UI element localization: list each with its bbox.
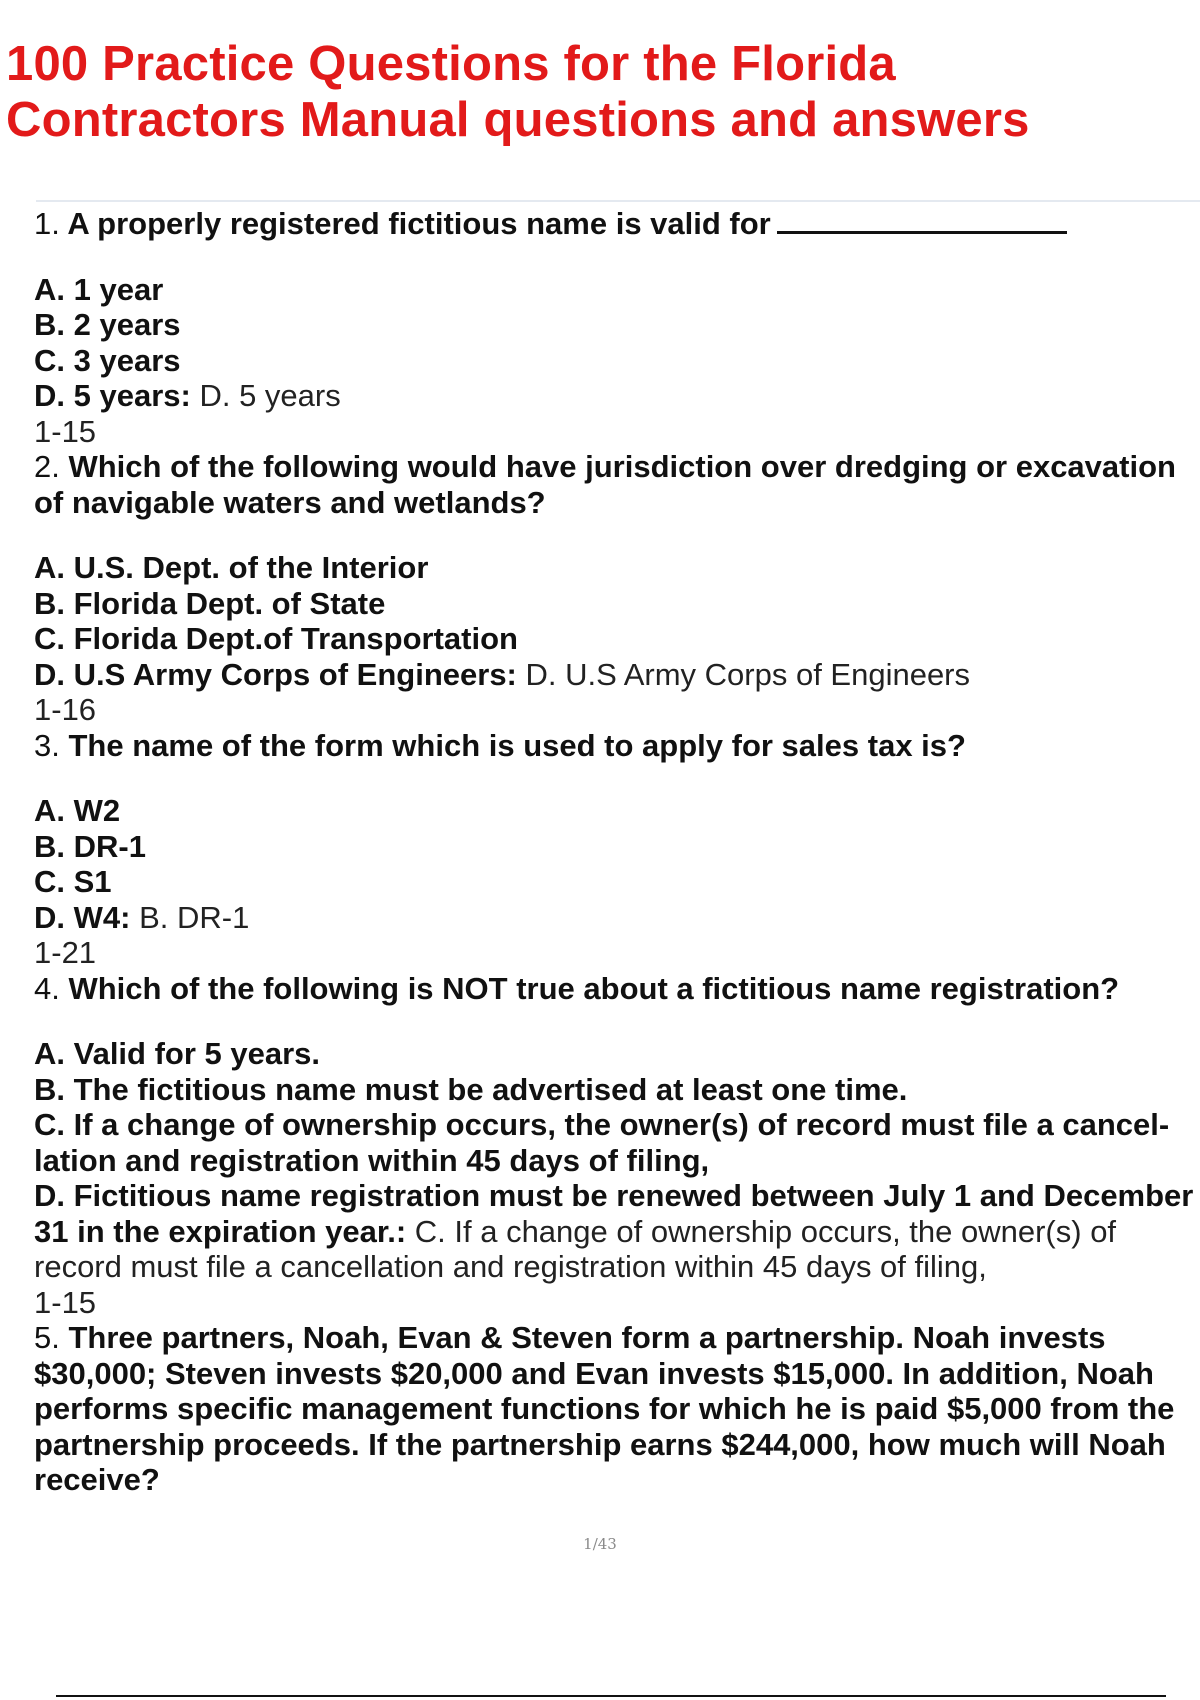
- question-2: [34, 449, 1194, 520]
- page-title: 100 Practice Questions for the Florida Contractors Manual questions and answers: [6, 37, 1030, 147]
- answer-text: B. DR-1: [139, 899, 250, 935]
- option-d: D. 5 years:: [34, 378, 191, 413]
- reference-code: 1-15: [34, 1284, 97, 1320]
- footer-divider: [56, 1695, 1166, 1697]
- answer-text: D. 5 years: [199, 378, 341, 413]
- question-5: [34, 1320, 1194, 1498]
- question-number: 1.: [34, 206, 60, 241]
- option-d-with-answer: [34, 657, 1194, 693]
- question-list: [34, 205, 1194, 1498]
- question-number: 2.: [34, 449, 60, 484]
- option-c: C. Florida Dept.of Transportation: [34, 621, 518, 656]
- question-text: A properly registered fictitious name is valid for: [67, 206, 771, 241]
- option-a: A. U.S. Dept. of the Interior: [34, 550, 429, 585]
- option-b: B. 2 years: [34, 307, 181, 342]
- option-b: B. Florida Dept. of State: [34, 585, 386, 621]
- answer-blank: [777, 205, 1067, 234]
- page-number: 1/43: [583, 1535, 617, 1553]
- reference-code: 1-15: [34, 413, 97, 449]
- option-d-with-answer: [34, 1178, 1194, 1285]
- question-1: [34, 205, 1194, 242]
- option-c: C. S1: [34, 864, 112, 899]
- question-4: [34, 971, 1194, 1007]
- question-text: Which of the following is NOT true about a fictitious name registration?: [68, 970, 1120, 1006]
- option-d-with-answer: [34, 900, 1194, 936]
- option-d: D. Fictitious name registration must be renewed between July 1 and December 31 in the expiration year.:: [34, 1178, 1194, 1249]
- title-divider: [36, 200, 1200, 202]
- question-number: 3.: [34, 727, 60, 763]
- answer-text: C. If a change of ownership occurs, the owner(s) of record must file a cancellation and registration within 45 days of filing,: [34, 1213, 1117, 1284]
- option-a: A. W2: [34, 793, 121, 828]
- option-d: D. U.S Army Corps of Engineers:: [34, 656, 517, 692]
- question-number: 4.: [34, 970, 60, 1006]
- option-d: D. W4:: [34, 899, 131, 935]
- question-3: [34, 728, 1194, 764]
- option-a: A. Valid for 5 years.: [34, 1036, 321, 1071]
- reference-code: 1-21: [34, 935, 97, 970]
- question-number: 5.: [34, 1320, 60, 1355]
- option-c: C. If a change of ownership occurs, the owner(s) of record must file a cancel-lation and registration within 45 days of filing,: [34, 1107, 1170, 1178]
- option-b: B. DR-1: [34, 828, 146, 864]
- question-text: Three partners, Noah, Evan & Steven form a partnership. Noah invests $30,000; Steven invests $20,000 and Evan invests $15,000. In addition, Noah performs specific management functions for which he is paid $5,000 from the partnership proceeds. If the partnership earns $244,000, how much will Noah receive?: [34, 1320, 1175, 1497]
- option-c: C. 3 years: [34, 342, 181, 378]
- option-b: B. The fictitious name must be advertised at least one time.: [34, 1071, 908, 1107]
- option-d-with-answer: [34, 378, 1194, 414]
- question-text: Which of the following would have jurisdiction over dredging or excavation of navigable waters and wetlands?: [34, 449, 1176, 520]
- option-a: A. 1 year: [34, 271, 164, 307]
- question-text: The name of the form which is used to apply for sales tax is?: [68, 727, 966, 763]
- answer-text: D. U.S Army Corps of Engineers: [525, 656, 971, 692]
- reference-code: 1-16: [34, 692, 97, 727]
